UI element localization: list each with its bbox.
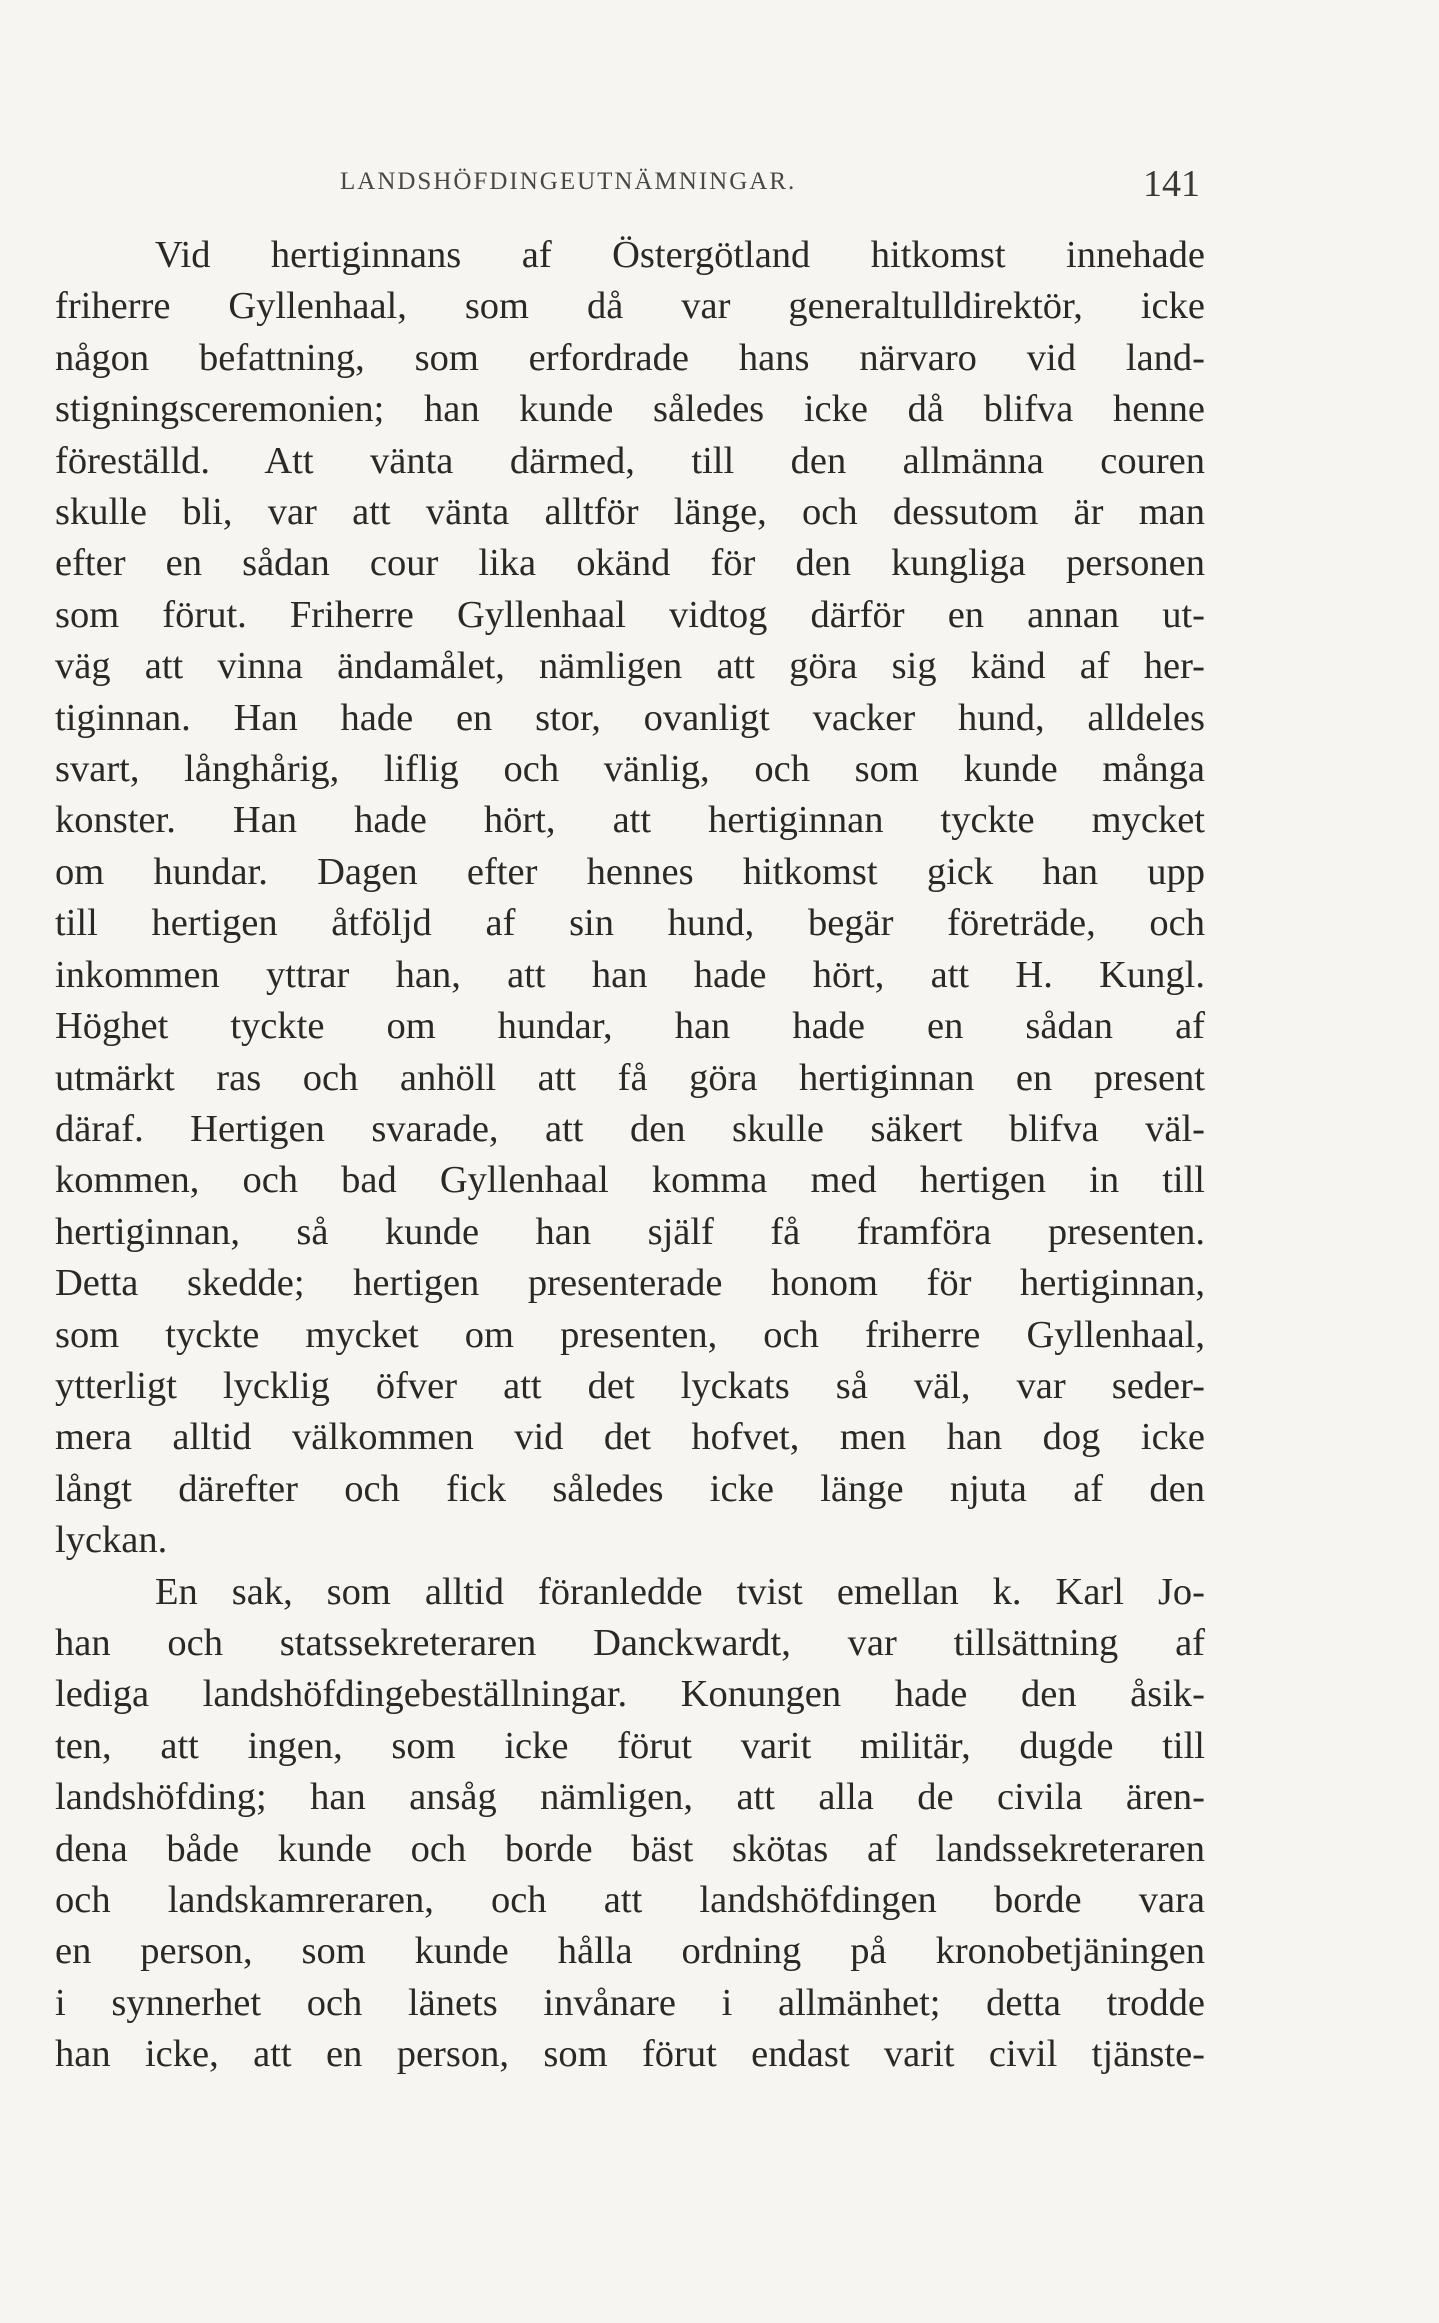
paragraph (55, 1567, 1205, 2081)
text-line: i synnerhet och länets invånare i allmänhet; detta trodde (55, 1981, 1205, 2024)
page-number: 141 (1143, 163, 1200, 205)
text-line: Höghet tyckte om hundar, han hade en sådan af (55, 1005, 1205, 1048)
text-line: och landskamreraren, och att landshöfdingen borde vara (55, 1879, 1205, 1921)
text-line: inkommen yttrar han, att han hade hört, att H. Kungl. (55, 953, 1205, 996)
text-line: någon befattning, som erfordrade hans närvaro vid land- (55, 336, 1205, 379)
text-line: däraf. Hertigen svarade, att den skulle säkert blifva väl- (55, 1107, 1205, 1150)
text-line: En sak, som alltid föranledde tvist emellan k. Karl Jo- (155, 1570, 1205, 1613)
body-text (55, 230, 1205, 2081)
text-line: hertiginnan, så kunde han själf få framföra presenten. (55, 1210, 1205, 1253)
running-title: LANDSHÖFDINGEUTNÄMNINGAR. (340, 168, 797, 195)
text-line: svart, långhårig, liflig och vänlig, och som kunde många (55, 748, 1205, 791)
text-line: långt därefter och fick således icke länge njuta af den (55, 1467, 1205, 1510)
text-line: om hundar. Dagen efter hennes hitkomst gick han upp (55, 850, 1205, 893)
text-line: mera alltid välkommen vid det hofvet, men han dog icke (55, 1416, 1205, 1459)
text-line: lyckan. (55, 1519, 168, 1562)
text-line: kommen, och bad Gyllenhaal komma med hertigen in till (55, 1159, 1205, 1202)
text-line: stigningsceremonien; han kunde således icke då blifva henne (55, 388, 1205, 431)
text-line: landshöfding; han ansåg nämligen, att alla de civila ären- (55, 1776, 1205, 1819)
text-line: som tyckte mycket om presenten, och friherre Gyllenhaal, (55, 1313, 1205, 1356)
text-line: föreställd. Att vänta därmed, till den allmänna couren (55, 439, 1205, 482)
text-line: tiginnan. Han hade en stor, ovanligt vacker hund, alldeles (55, 696, 1205, 739)
text-line: konster. Han hade hört, att hertiginnan tyckte mycket (55, 799, 1205, 842)
text-line: han icke, att en person, som förut endast varit civil tjänste- (55, 2033, 1205, 2076)
text-line: lediga landshöfdingebeställningar. Konungen hade den åsik- (55, 1673, 1205, 1716)
text-line: ten, att ingen, som icke förut varit militär, dugde till (55, 1724, 1205, 1767)
text-line: som förut. Friherre Gyllenhaal vidtog därför en annan ut- (55, 593, 1205, 636)
text-line: Detta skedde; hertigen presenterade honom för hertiginnan, (55, 1262, 1205, 1305)
text-line: ytterligt lycklig öfver att det lyckats så väl, var seder- (55, 1364, 1205, 1407)
text-line: skulle bli, var att vänta alltför länge, och dessutom är man (55, 491, 1205, 534)
paragraph (55, 230, 1205, 1567)
text-line: friherre Gyllenhaal, som då var generaltulldirektör, icke (55, 285, 1205, 328)
text-line: en person, som kunde hålla ordning på kronobetjäningen (55, 1930, 1205, 1973)
text-line: han och statssekreteraren Danckwardt, var tillsättning af (55, 1621, 1205, 1664)
text-line: Vid hertiginnans af Östergötland hitkomst innehade (155, 234, 1205, 276)
text-line: efter en sådan cour lika okänd för den kungliga personen (55, 542, 1205, 585)
text-line: till hertigen åtföljd af sin hund, begär företräde, och (55, 902, 1205, 945)
running-head (340, 162, 1200, 205)
text-line: väg att vinna ändamålet, nämligen att göra sig känd af her- (55, 645, 1205, 688)
text-line: dena både kunde och borde bäst skötas af landssekreteraren (55, 1827, 1205, 1870)
text-line: utmärkt ras och anhöll att få göra hertiginnan en present (55, 1056, 1205, 1099)
